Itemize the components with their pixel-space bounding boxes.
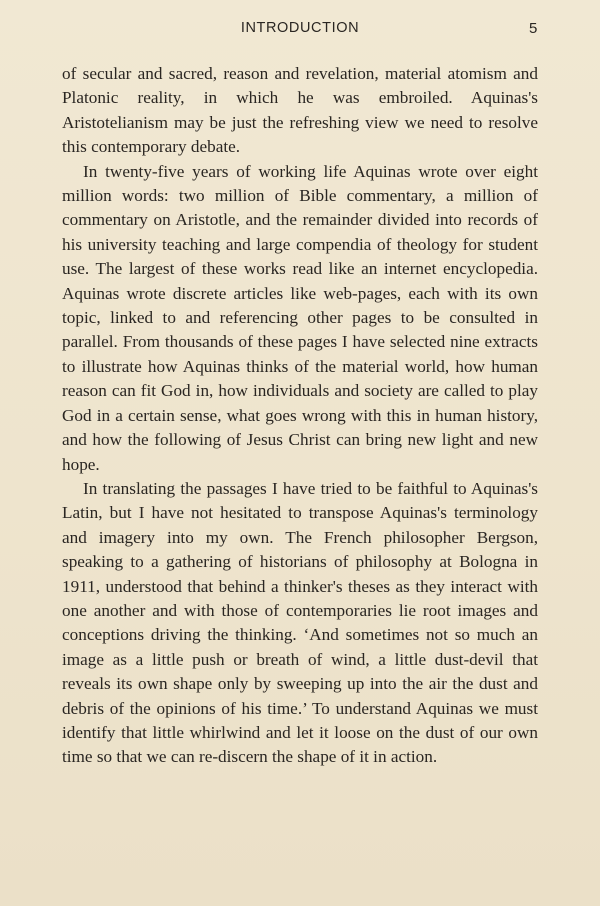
paragraph-1: of secular and sacred, reason and revelation, material atomism and Platonic reality, in which he was embroiled. Aquinas's Aristotelianism may be just the refreshing view we need to resolve this contemporary debate. [62, 64, 538, 157]
section-title: INTRODUCTION [240, 20, 360, 36]
body-text [62, 62, 538, 770]
page-number: 5 [529, 20, 538, 37]
running-header [62, 20, 538, 42]
paragraph-2: In twenty-five years of working life Aquinas wrote over eight million words: two million of Bible commentary, a million of commentary on Aristotle, and the remainder divided into records of his university teaching and large compendia of theology for student use. The largest of these works read like an internet encyclopedia. Aquinas wrote discrete articles like web-pages, each with its own topic, linked to and referencing other pages to be consulted in parallel. From thousands of these pages I have selected nine extracts to illustrate how Aquinas thinks of the material world, how human reason can fit God in, how individuals and society are called to play God in a certain sense, what goes wrong with this in human history, and how the following of Jesus Christ can bring new light and new hope. [62, 161, 538, 474]
paragraph-3: In translating the passages I have tried to be faithful to Aquinas's Latin, but I have not hesitated to transpose Aquinas's terminology and imagery into my own. The French philosopher Bergson, speaking to a gathering of historians of philosophy at Bologna in 1911, understood that behind a thinker's theses as they interact with one another and with those of contemporaries lie root images and conceptions driving the thinking. ‘And sometimes not so much an image as a little push or breath of wind, a little dust-devil that reveals its own shape only by sweeping up into the air the dust and debris of the opinions of his time.’ To understand Aquinas we must identify that little whirlwind and let it loose on the dust of our own time so that we can re-discern the shape of it in action. [62, 478, 538, 767]
